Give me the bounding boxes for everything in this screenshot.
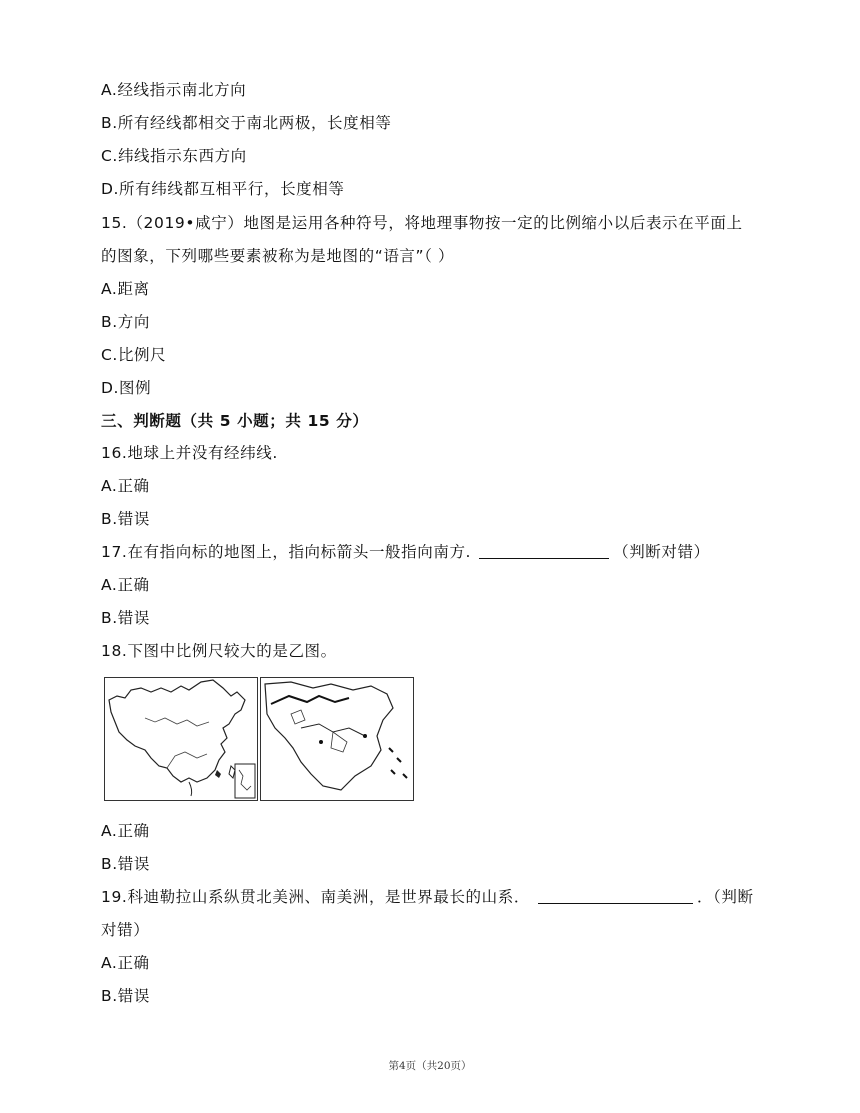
china-map-illustration [105, 678, 256, 799]
q17-option-b: B.错误 [101, 609, 150, 627]
q14-option-a: A.经线指示南北方向 [101, 81, 247, 99]
q15-option-d: D.图例 [101, 379, 152, 397]
q14-option-b: B.所有经线都相交于南北两极，长度相等 [101, 114, 392, 132]
q15-stem-line2: 的图象，下列哪些要素被称为是地图的“语言”（ ） [101, 247, 455, 265]
q15-stem-line1: 15.（2019•咸宁）地图是运用各种符号，将地理事物按一定的比例缩小以后表示在平面上 [101, 214, 743, 232]
q17-suffix: （判断对错） [613, 543, 710, 561]
q19-option-b: B.错误 [101, 987, 150, 1005]
page-footer: 第4页（共20页） [388, 1060, 472, 1072]
q17-stem: 17.在有指向标的地图上，指向标箭头一般指向南方. [101, 543, 472, 561]
q19-suffix: ．（判断 [696, 888, 754, 906]
map-jia-panel [104, 677, 258, 801]
regional-map-illustration [261, 678, 412, 799]
q16-stem: 16.地球上并没有经纬线. [101, 444, 278, 462]
q19-option-a: A.正确 [101, 954, 150, 972]
q15-option-a: A.距离 [101, 280, 150, 298]
q16-option-b: B.错误 [101, 510, 150, 528]
q14-option-c: C.纬线指示东西方向 [101, 147, 247, 165]
q18-option-b: B.错误 [101, 855, 150, 873]
q19-stem-line1: 19.科迪勒拉山系纵贯北美洲、南美洲，是世界最长的山系． [101, 888, 530, 906]
q19-stem-row [101, 887, 754, 907]
q19-stem-line2: 对错） [101, 921, 150, 939]
q17-option-a: A.正确 [101, 576, 150, 594]
q15-option-b: B.方向 [101, 313, 150, 331]
q18-option-a: A.正确 [101, 822, 150, 840]
q18-map-figure [104, 677, 414, 803]
q17-answer-blank[interactable] [479, 544, 609, 559]
q19-answer-blank[interactable] [538, 889, 693, 904]
q18-stem: 18.下图中比例尺较大的是乙图。 [101, 642, 337, 660]
q15-option-c: C.比例尺 [101, 346, 167, 364]
map-yi-panel [260, 677, 414, 801]
q14-option-d: D.所有纬线都互相平行，长度相等 [101, 180, 345, 198]
q16-option-a: A.正确 [101, 477, 150, 495]
section-heading: 三、判断题（共 5 小题；共 15 分） [101, 412, 369, 430]
q17-stem-row [101, 542, 710, 562]
